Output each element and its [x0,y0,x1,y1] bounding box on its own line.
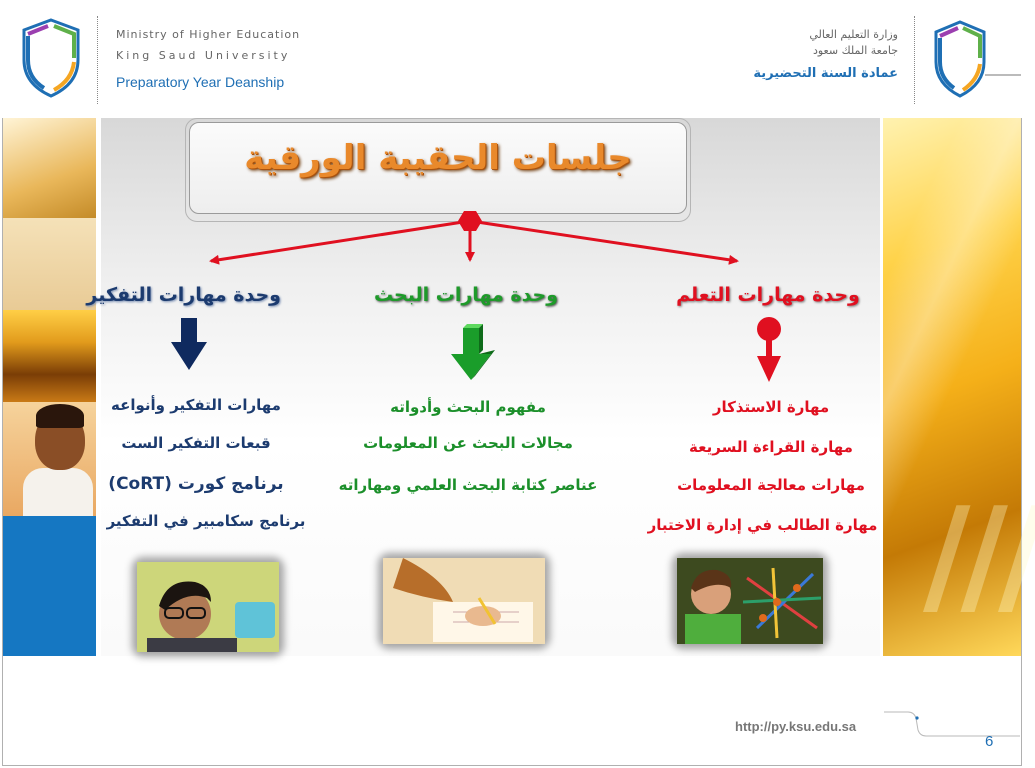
unit-heading-thinking: وحدة مهارات التفكير [86,284,281,306]
left-decorative-panel [3,118,96,656]
thinking-item: مهارات التفكير وأنواعه [111,396,281,414]
thinking-item: برنامج كورت (CoRT) [108,474,284,494]
header-divider-right [914,16,915,104]
university-name-arabic: جامعة الملك سعود [812,44,898,57]
header-divider [97,16,98,104]
desert-dunes-image [3,310,96,402]
boy-thinking-photo [137,562,279,652]
deanship-name-arabic: عمادة السنة التحضيرية [753,66,898,81]
thinking-item: قبعات التفكير الست [121,434,271,452]
blue-color-block [3,516,96,656]
connector-arrow-left [211,222,463,261]
learning-item: مهارة الاستذكار [712,398,830,416]
research-item: عناصر كتابة البحث العلمي ومهاراته [338,476,598,494]
page-number: 6 [985,733,994,750]
slide-header [0,0,1024,118]
red-pin-down-arrow-icon [757,317,781,382]
slide-content [86,118,880,656]
connector-arrow-right [477,222,737,261]
green-3d-down-arrow-icon [451,324,495,380]
student-portrait-image [3,402,96,516]
dark-blue-down-arrow-icon [171,318,207,370]
research-item: مفهوم البحث وأدواته [390,398,546,416]
ksu-shield-logo-icon [930,18,1000,102]
footer-url[interactable]: http://py.ksu.edu.sa [735,719,857,734]
thinking-item: برنامج سكامبير في التفكير [106,512,306,530]
deanship-name: Preparatory Year Deanship [116,74,285,90]
unit-heading-learning: وحدة مهارات التعلم [676,284,860,306]
child-writing-photo [383,558,545,644]
gold-sweep-pattern: /// [923,478,1035,631]
right-decorative-panel [883,118,1035,656]
math-formula-image [3,218,96,310]
ksu-shield-logo-icon [16,16,86,100]
ministry-name-arabic: وزارة التعليم العالي [809,28,898,41]
university-name: King Saud University [116,49,291,62]
boy-building-model-photo [677,558,823,644]
header-rule [985,74,1021,76]
ministry-name: Ministry of Higher Education [116,28,301,41]
learning-item: مهارة القراءة السريعة [689,438,853,456]
learning-item: مهارات معالجة المعلومات [677,476,865,494]
wheat-image [3,118,96,218]
research-item: مجالات البحث عن المعلومات [363,434,573,452]
slide-title: جلسات الحقيبة الورقية [244,138,632,178]
unit-heading-research: وحدة مهارات البحث [373,284,559,306]
learning-item: مهارة الطالب في إدارة الاختبار [647,516,878,534]
footer-decoration-icon [880,706,1020,746]
